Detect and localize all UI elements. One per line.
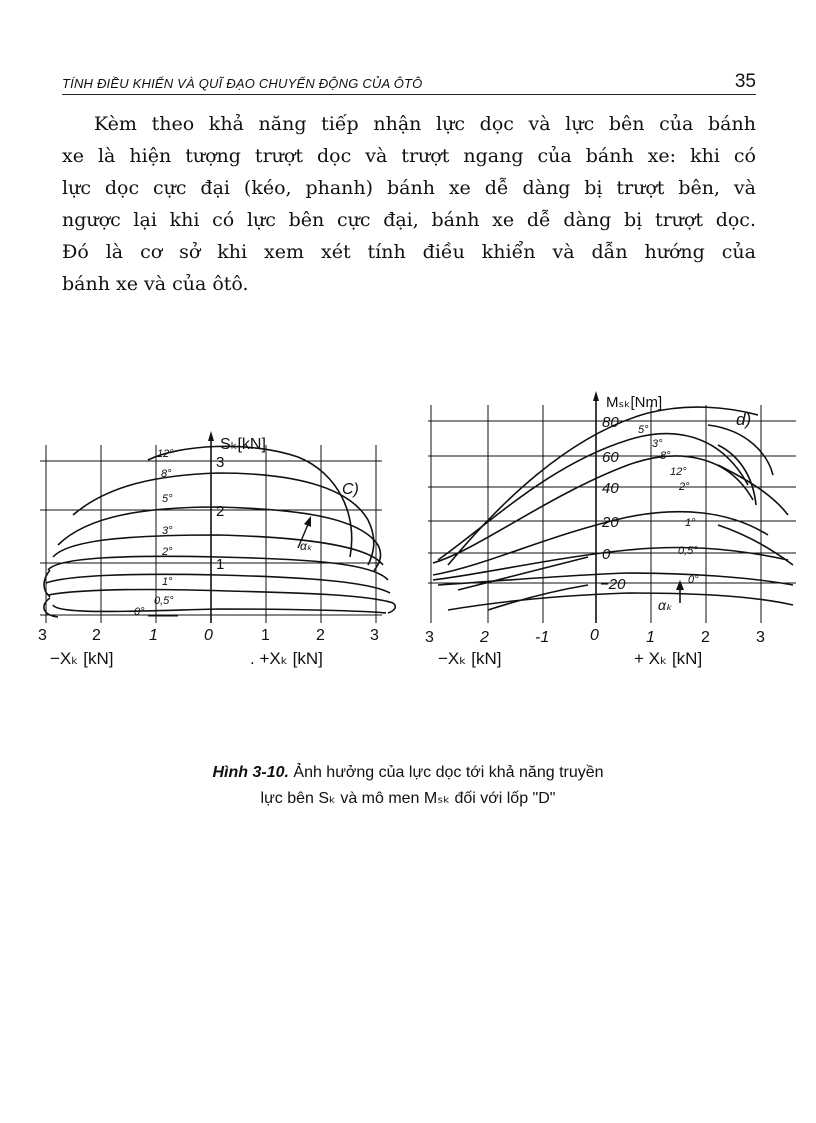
left-x-label-negative: −Xₖ [kN] <box>50 649 114 668</box>
left-x-tick: 2 <box>92 627 101 644</box>
left-y-axis-label: Sₖ[kN] <box>220 436 266 453</box>
left-y-tick: 1 <box>216 556 225 573</box>
right-curve-label: 0° <box>688 574 699 586</box>
right-x-label-positive: + Xₖ [kN] <box>634 649 703 668</box>
left-curve-label: 8° <box>161 468 172 480</box>
curve-3deg <box>438 434 748 560</box>
left-x-tick: 3 <box>38 627 47 644</box>
left-alpha-label: αₖ <box>300 539 312 553</box>
left-y-tick: 2 <box>216 503 225 520</box>
left-panel-labels <box>38 436 379 668</box>
paragraph-line: Kèm theo khả năng tiếp nhận lực dọc và lực bên của bánh <box>94 113 756 135</box>
left-curve-label: 3° <box>162 525 173 537</box>
right-x-tick: 2 <box>701 629 710 646</box>
running-header <box>62 72 756 95</box>
right-curve-label: 5° <box>638 424 649 436</box>
right-x-ticks <box>425 627 765 646</box>
right-panel-label: d) <box>736 410 752 429</box>
right-x-tick: 3 <box>425 629 434 646</box>
right-curve-label: 0,5° <box>678 545 698 557</box>
left-x-tick: 1 <box>261 627 270 644</box>
caption-text-1: Ảnh hưởng của lực dọc tới khả năng truyền <box>293 764 604 781</box>
left-x-tick: 1 <box>149 627 158 644</box>
chapter-title: TÍNH ĐIỀU KHIỂN VÀ QUĨ ĐẠO CHUYỂN ĐỘNG CỦA ÔTÔ <box>62 76 423 91</box>
right-x-tick: 0 <box>590 627 599 644</box>
right-curve-label: 1° <box>685 517 696 529</box>
right-y-tick: 40 <box>602 480 619 497</box>
left-y-tick: 3 <box>216 454 225 471</box>
right-x-tick: 2 <box>480 629 489 646</box>
right-curve-label: 3° <box>652 438 663 450</box>
curve-8deg <box>433 456 753 563</box>
curve-0deg <box>448 593 793 610</box>
right-y-tick: 0 <box>602 546 611 563</box>
paragraph-line: xe là hiện tượng trượt dọc và trượt ngang của bánh xe: khi có <box>62 145 756 167</box>
left-curve-label: 0,5° <box>154 595 174 607</box>
right-y-axis-arrow <box>593 391 599 401</box>
left-curve-label: 1° <box>162 576 173 588</box>
left-x-ticks <box>38 627 379 644</box>
right-y-axis-label: Mₛₖ[Nm] <box>606 394 663 411</box>
paragraph-line: bánh xe và của ôtô. <box>62 273 249 295</box>
figure-number: Hình 3-10. <box>212 764 289 781</box>
right-y-tick: 60 <box>602 449 619 466</box>
right-y-tick: 20 <box>602 514 619 531</box>
figure-3-10 <box>28 385 798 675</box>
caption-line-1 <box>0 760 816 786</box>
paragraph-line: lực dọc cực đại (kéo, phanh) bánh xe dễ dàng bị trượt bên, và <box>62 177 756 199</box>
left-curve-label: 2° <box>162 546 173 558</box>
left-curves <box>44 446 395 617</box>
right-x-label-negative: −Xₖ [kN] <box>438 649 502 668</box>
left-curve-label: 12° <box>157 448 174 460</box>
right-curve-label: 8° <box>660 450 671 462</box>
left-x-tick: 0 <box>204 627 213 644</box>
left-x-label-positive: . +Xₖ [kN] <box>250 649 323 668</box>
figure-caption <box>0 760 816 812</box>
curve-0deg <box>53 605 386 613</box>
right-x-tick: 3 <box>756 629 765 646</box>
left-y-axis-arrow <box>208 431 214 441</box>
body-paragraph <box>62 108 756 300</box>
right-y-tick: −20 <box>600 576 626 593</box>
left-x-tick: 3 <box>370 627 379 644</box>
right-alpha-label: αₖ <box>658 597 672 613</box>
right-x-tick: -1 <box>535 629 550 646</box>
caption-line-2: lực bên Sₖ và mô men Mₛₖ đối với lốp "D" <box>260 790 556 807</box>
right-x-tick: 1 <box>646 629 655 646</box>
left-curve-label: 5° <box>162 493 173 505</box>
left-x-tick: 2 <box>316 627 325 644</box>
right-y-tick: 80 <box>602 414 619 431</box>
page-number: 35 <box>734 71 756 92</box>
right-curve-label: 2° <box>679 481 690 493</box>
left-curve-label: 0° <box>134 606 145 618</box>
left-panel-label: C) <box>342 481 359 498</box>
paragraph-line: ngược lại khi có lực bên cực đại, bánh xe dễ dàng bị trượt dọc. <box>62 209 756 231</box>
right-curve-label: 12° <box>670 466 687 478</box>
paragraph-line: Đó là cơ sở khi xem xét tính điều khiển và dẫn hướng của <box>62 241 756 263</box>
